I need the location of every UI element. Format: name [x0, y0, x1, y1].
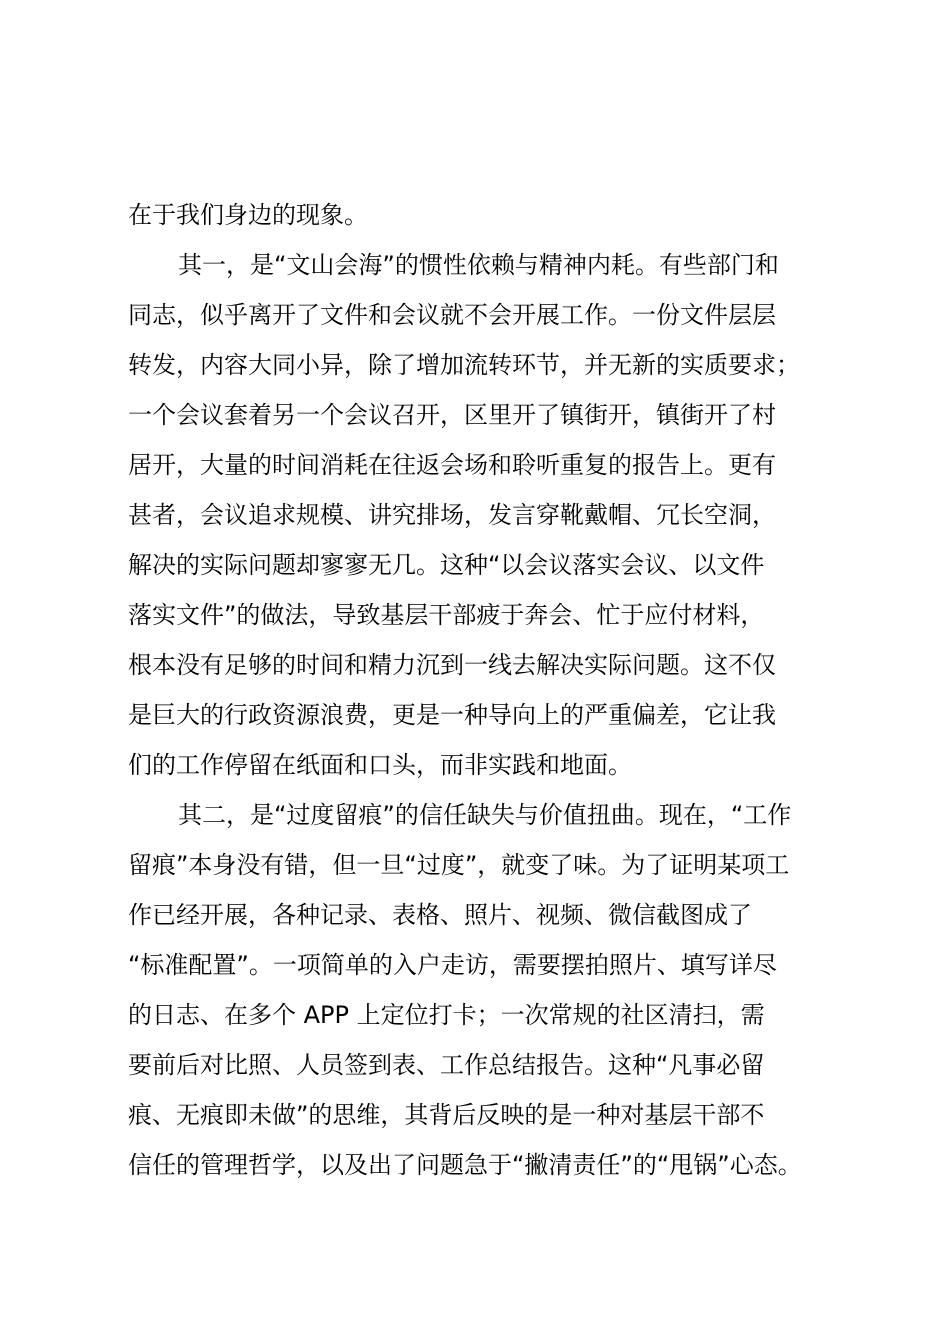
text-line: 痕、无痕即未做”的思维，其背后反映的是一种对基层干部不	[128, 1101, 765, 1129]
text-line: 留痕”本身没有错，但一旦“过度”，就变了味。为了证明某项工	[128, 851, 790, 879]
text-line: 们的工作停留在纸面和口头，而非实践和地面。	[128, 751, 632, 779]
text-line: 要前后对比照、人员签到表、工作总结报告。这种“凡事必留	[128, 1051, 765, 1079]
text-line: 是巨大的行政资源浪费，更是一种导向上的严重偏差，它让我	[128, 701, 776, 729]
text-line: 甚者，会议追求规模、讲究排场，发言穿靴戴帽、冗长空洞，	[128, 501, 776, 529]
text-line: 在于我们身边的现象。	[128, 201, 368, 229]
text-line: 同志，似乎离开了文件和会议就不会开展工作。一份文件层层	[128, 301, 776, 329]
body-text	[128, 190, 828, 1190]
text-line: 根本没有足够的时间和精力沉到一线去解决实际问题。这不仅	[128, 651, 776, 679]
text-line: 一个会议套着另一个会议召开，区里开了镇街开，镇街开了村	[128, 401, 776, 429]
text-line: 的日志、在多个 APP 上定位打卡；一次常规的社区清扫，需	[128, 1001, 765, 1029]
paragraph-start-line: 其二，是“过度留痕”的信任缺失与价值扭曲。现在，“工作	[178, 801, 792, 829]
text-line: 落实文件”的做法，导致基层干部疲于奔会、忙于应付材料，	[128, 601, 765, 629]
text-line: 居开，大量的时间消耗在往返会场和聆听重复的报告上。更有	[128, 451, 776, 479]
paragraph-start-line: 其一，是“文山会海”的惯性依赖与精神内耗。有些部门和	[178, 251, 779, 279]
text-line: 信任的管理哲学，以及出了问题急于“撇清责任”的“甩锅”心态。	[128, 1151, 802, 1179]
text-line: “标准配置”。一项简单的入户走访，需要摆拍照片、填写详尽	[128, 951, 777, 979]
text-line: 转发，内容大同小异，除了增加流转环节，并无新的实质要求；	[128, 351, 800, 379]
text-line: 作已经开展，各种记录、表格、照片、视频、微信截图成了	[128, 901, 752, 929]
text-line: 解决的实际问题却寥寥无几。这种“以会议落实会议、以文件	[128, 551, 765, 579]
